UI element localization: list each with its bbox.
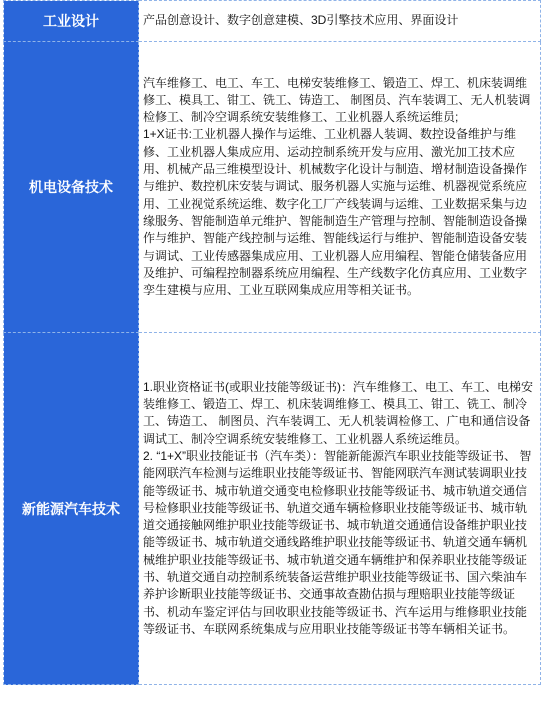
category-cell: 新能源汽车技术	[4, 333, 139, 685]
description-cell	[139, 42, 541, 333]
skills-certificate-table	[3, 0, 541, 685]
description-cell	[139, 333, 541, 685]
description-paragraph: 1.职业资格证书(或职业技能等级证书)：汽车维修工、电工、车工、电梯安装维修工、锻造工、焊工、机床装调维修工、模具工、钳工、铣工、制冷工、铸造工、 制图员、汽车装调工、无人机装调检修工、广电和通信设备调试工、制冷空调系统安装维修工、工业机器人系统运维员。	[143, 379, 534, 446]
table-row	[4, 1, 541, 42]
category-cell: 机电设备技术	[4, 42, 139, 333]
description-cell	[139, 1, 541, 42]
description-paragraph: 1+X证书:工业机器人操作与运维、工业机器人装调、数控设备维护与维修、工业机器人集成应用、运动控制系统开发与应用、激光加工技术应用、机械产品三维模型设计、机械数字化设计与制造、增材制造设备操作与维护、数控机床安装与调试、服务机器人实施与运维、机器视觉系统应用、工业视觉系统运维、数字化工厂产线装调与运维、工业数据采集与边缘服务、智能制造单元维护、智能制造生产管理与控制、智能制造设备操作与维护、智能产线控制与运维、智能线运行与维护、智能制造设备安装与调试、工业传感器集成应用、工业机器人应用编程、智能仓储装备应用及维护、可编程控制器系统应用编程、生产线数字化仿真应用、工业数字孪生建模与应用、工业互联网集成应用等相关证书。	[143, 127, 528, 298]
description-paragraph: 产品创意设计、数字创意建模、3D引擎技术应用、界面设计	[143, 13, 459, 28]
table-row	[4, 42, 541, 333]
table-row	[4, 333, 541, 685]
category-cell: 工业设计	[4, 1, 139, 42]
description-paragraph: 汽车维修工、电工、车工、电梯安装维修工、锻造工、焊工、机床装调维修工、模具工、钳工、铣工、铸造工、 制图员、汽车装调工、无人机装调检修工、制冷空调系统安装维修工、工业机器人系统运维员;	[143, 75, 531, 125]
description-paragraph: 2. “1+X”职业技能证书（汽车类）：智能新能源汽车职业技能等级证书、 智能网联汽车检测与运维职业技能等级证书、智能网联汽车测试装调职业技能等级证书、城市轨道交通变电检修职业技能等级证书、城市轨道交通信号检修职业技能等级证书、轨道交通车辆检修职业技能等级证书、城市轨道交通接触网维护职业技能等级证书、城市轨道交通通信设备维护职业技能等级证书、城市轨道交通线路维护职业技能等级证书、轨道交通车辆机械维护职业技能等级证书、城市轨道交通车辆维护和保养职业技能等级证书、轨道交通自动控制系统装备运营维护职业技能等级证书、国六柴油车养护诊断职业技能等级证书、交通事故查勘估损与理赔职业技能等级证书、机动车鉴定评估与回收职业技能等级证书、汽车运用与维修职业技能等级证书、车联网系统集成与应用职业技能等级证书等车辆相关证书。	[143, 448, 532, 636]
